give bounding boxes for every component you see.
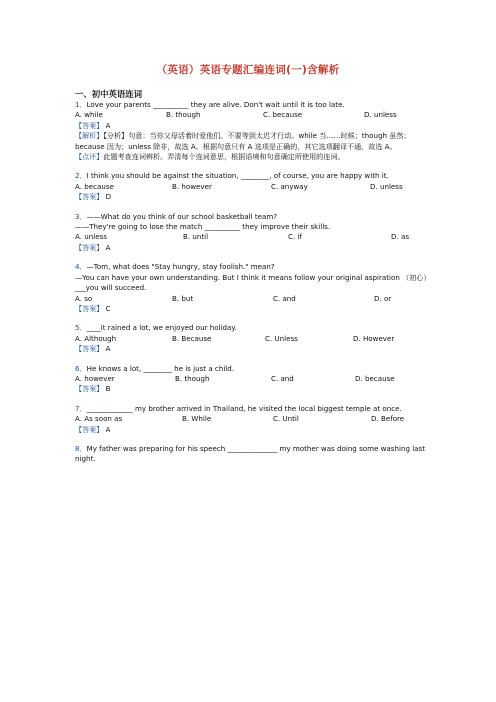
answer-value: B <box>105 384 111 394</box>
answer-value: A <box>105 120 111 130</box>
answer-line <box>75 121 430 131</box>
answer-value: A <box>105 424 111 434</box>
analysis-text: 【分析】句意：当你父母活着时爱他们。不要等到太迟才行动。while 当……时候；though 虽然；because 因为；unless 除非，故选 A。根据句意只有 A 选项是正确的，其它选项翻译不通，故选 A。 <box>75 131 411 151</box>
question-stem: ____it rained a lot, we enjoyed our holiday. <box>86 323 237 333</box>
options-row <box>75 414 430 424</box>
question-number: 1． <box>75 100 87 109</box>
option-d: D. unless <box>364 110 397 120</box>
answer-value: C <box>105 303 111 313</box>
question-stem: My father was preparing for his speech ______________ my mother was doing some washing last night. <box>75 443 425 464</box>
option-d: D. unless <box>370 181 403 191</box>
option-c: C. because <box>263 110 303 120</box>
question-6 <box>75 364 430 395</box>
question-number: 7． <box>75 403 87 413</box>
option-c: C. if <box>288 232 302 242</box>
page-title: （英语）英语专题汇编连词(一)含解析 <box>156 64 340 76</box>
option-c: C. and <box>271 373 294 383</box>
option-b: B. though <box>175 373 210 383</box>
question-stem: He knows a lot, ________ he is just a child. <box>86 363 235 373</box>
question-1 <box>75 100 430 162</box>
options-row <box>75 374 430 384</box>
answer-line <box>75 425 430 435</box>
question-number: 4． <box>75 262 87 272</box>
option-c: C. Unless <box>265 333 298 343</box>
options-row <box>75 294 430 304</box>
answer-label: 【答案】 <box>75 192 104 202</box>
question-stem: _____________ my brother arrived in Thailand, he visited the local biggest temple at once. <box>86 403 402 413</box>
question-number: 8． <box>75 443 87 453</box>
question-7 <box>75 404 430 435</box>
option-a: A. however <box>75 373 115 383</box>
option-d: D. or <box>374 293 392 303</box>
option-a: A. Although <box>75 333 117 343</box>
option-d: D. because <box>355 373 395 383</box>
answer-label: 【答案】 <box>75 384 104 394</box>
question-5 <box>75 323 430 354</box>
option-b: B. however <box>172 181 212 191</box>
question-list <box>75 100 430 465</box>
question-stem: Love your parents __________ they are alive. Don't wait until it is too late. <box>86 100 345 109</box>
option-d: D. Before <box>371 414 405 424</box>
comment <box>75 152 430 162</box>
answer-line <box>75 192 430 202</box>
answer-label: 【答案】 <box>75 120 104 130</box>
option-c: C. and <box>273 293 296 303</box>
comment-text: 此题考查连词辨析。弄清每个连词意思，根据语境和句意确定所使用的连词。 <box>103 152 345 162</box>
question-number: 3． <box>75 211 87 221</box>
option-a: A. unless <box>75 232 107 242</box>
option-b: B. though <box>166 110 201 120</box>
options-row <box>75 232 430 242</box>
answer-label: 【答案】 <box>75 424 104 434</box>
option-c: C. anyway <box>271 181 308 191</box>
question-number: 6． <box>75 363 87 373</box>
option-a: A. so <box>75 293 93 303</box>
answer-value: D <box>105 192 112 202</box>
answer-value: A <box>105 242 111 252</box>
section-heading: 一、初中英语连词 <box>75 89 142 99</box>
question-stem: —Tom, what does "Stay hungry, stay foolish." mean? <box>86 262 275 272</box>
option-d: D. as <box>391 232 410 242</box>
question-4 <box>75 262 430 314</box>
question-stem: I think you should be against the situation, ________, of course, you are happy with it. <box>86 171 389 181</box>
question-stem-line-2: ——They're going to lose the match __________ they improve their skills. <box>75 222 331 232</box>
option-b: B. Because <box>172 333 212 343</box>
answer-value: A <box>105 344 111 354</box>
option-a: A. while <box>75 110 103 120</box>
answer-line <box>75 304 430 314</box>
answer-line <box>75 344 430 354</box>
option-a: A. As soon as <box>75 414 123 424</box>
question-number: 5． <box>75 323 87 333</box>
analysis <box>75 131 430 152</box>
answer-label: 【答案】 <box>75 242 104 252</box>
option-b: B. but <box>172 293 194 303</box>
option-a: A. because <box>75 181 114 191</box>
question-8 <box>75 444 430 465</box>
answer-label: 【答案】 <box>75 303 104 313</box>
question-stem: ——What do you think of our school basketball team? <box>86 211 278 221</box>
answer-label: 【答案】 <box>75 344 104 354</box>
comment-label: 【点评】 <box>75 152 104 162</box>
question-number: 2． <box>75 171 87 181</box>
option-b: B. until <box>183 232 209 242</box>
option-b: B. While <box>182 414 212 424</box>
options-row <box>75 110 430 120</box>
option-d: D. However <box>353 333 395 343</box>
options-row <box>75 334 430 344</box>
question-2 <box>75 171 430 202</box>
answer-line <box>75 384 430 394</box>
question-3 <box>75 212 430 254</box>
options-row <box>75 182 430 192</box>
question-stem-line-2: —You can have your own understanding. But I think it means follow your original aspiration （初心）___you will succeed. <box>75 272 427 293</box>
analysis-label: 【解析】 <box>75 131 104 141</box>
option-c: C. Until <box>273 414 299 424</box>
answer-line <box>75 243 430 253</box>
